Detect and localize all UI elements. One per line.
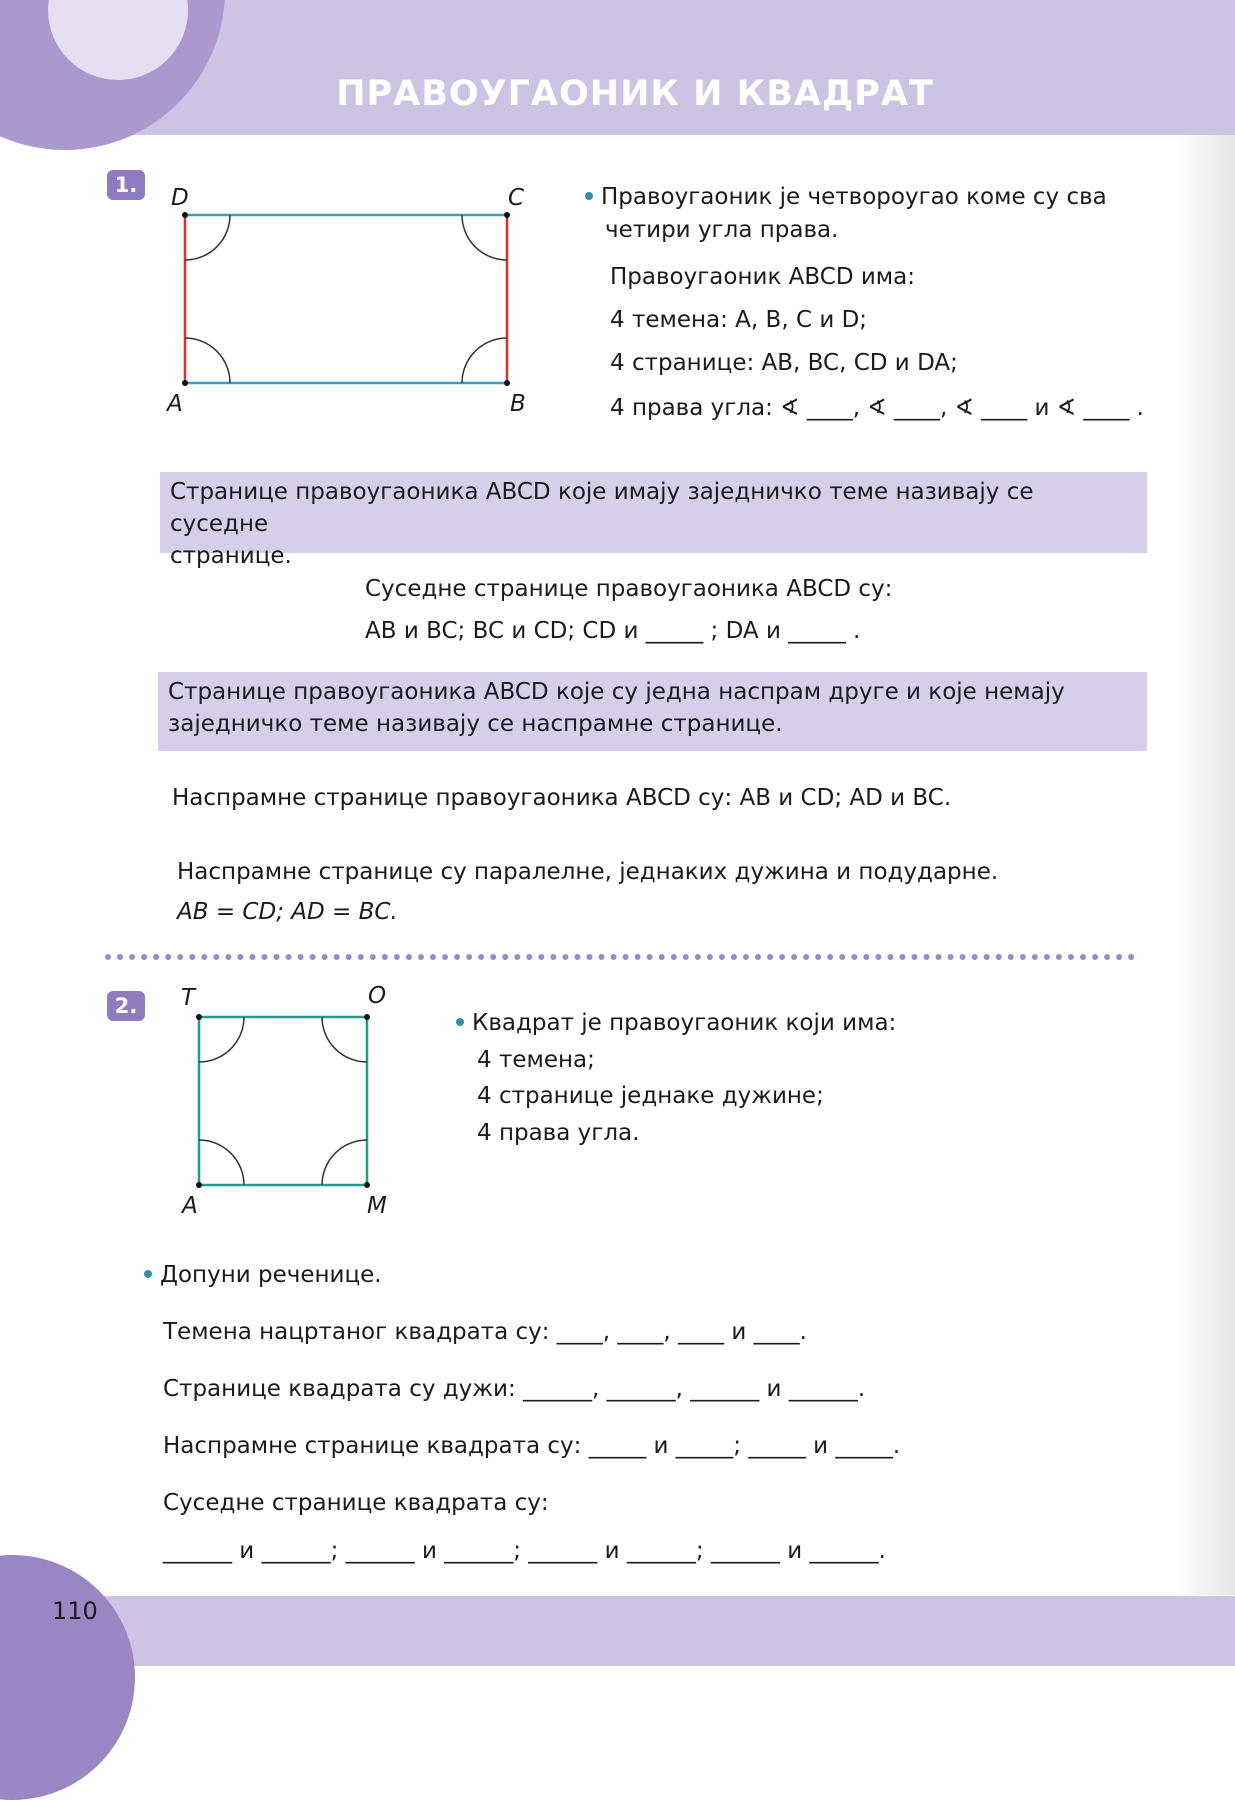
square-sides [199,1017,367,1185]
angle-arc-d [185,215,230,260]
equality-line: AB = CD; AD = BC. [177,899,398,925]
vertex-label-m: M [367,1193,387,1219]
angle-arc-b [462,338,507,383]
exercise-badge-1: 1. [107,170,145,200]
footer-corner-decoration [0,1555,135,1800]
rectangle-definition-cont: четири угла права. [605,217,839,243]
opposite-definition-line2: заједничко теме називају се наспрамне странице. [168,711,783,737]
vertex-t [196,1014,202,1020]
vertex-label-c: C [508,185,525,211]
question-sides: Странице квадрата су дужи: ______, ______, ______ и ______. [163,1376,866,1402]
vertices-line: 4 темена: A, B, C и D; [610,307,868,333]
question-adjacent-sides: Суседне странице квадрата су: [163,1490,549,1516]
task-instruction: Допуни реченице. [144,1259,382,1291]
adjacent-definition-line1: Странице правоугаоника ABCD које имају заједничко теме називају се суседне [170,479,1034,537]
square-definition: Квадрат је правоугаоник који има: [456,1007,896,1039]
angle-arc-a2 [199,1140,244,1185]
bullet-icon [585,192,593,200]
vertex-a2 [196,1182,202,1188]
adjacent-definition-line2: странице. [170,543,292,569]
vertex-o [364,1014,370,1020]
adjacent-pairs: AB и BC; BC и CD; CD и _____ ; DA и _____ . [365,618,861,644]
opposite-sides-definition-box [158,672,1147,751]
vertex-label-t: T [181,985,196,1011]
square-def-vertices: 4 темена; [477,1047,595,1073]
page-title: ПРАВОУГАОНИК И КВАДРАТ [336,74,934,114]
square-def-sides: 4 странице једнаке дужине; [477,1083,824,1109]
vertex-label-o: O [368,983,387,1009]
angles-fill-line: 4 права угла: ∢ ____, ∢ ____, ∢ ____ и ∢ ____ . [610,395,1144,421]
question-opposite-sides: Наспрамне странице квадрата су: _____ и _____; _____ и _____. [163,1433,901,1459]
angle-arc-o [322,1017,367,1062]
vertex-m [364,1182,370,1188]
angle-arc-m [322,1140,367,1185]
rectangle-figure [150,175,550,430]
vertex-label-b: B [510,391,526,417]
vertex-label-a: A [167,391,183,417]
square-def-angles: 4 права угла. [477,1120,640,1146]
properties-line: Наспрамне странице су паралелне, једнаких дужина и подударне. [177,859,999,885]
section-divider [105,954,1135,960]
adjacent-sides-definition-box [160,472,1147,569]
page-number: 110 [52,1597,98,1625]
page-edge-shade [1175,135,1235,1595]
footer-band [0,1596,1235,1666]
angle-arc-c [462,215,507,260]
bullet-icon [144,1270,152,1278]
square-figure [180,1000,380,1200]
vertex-label-d: D [171,185,189,211]
question-adjacent-blanks: ______ и ______; ______ и ______; ______ и ______; ______ и ______. [163,1538,886,1564]
exercise-badge-2: 2. [107,991,145,1021]
vertex-a [182,380,188,386]
vertex-b [504,380,510,386]
vertex-label-a-square: A [182,1193,198,1219]
angle-arc-a [185,338,230,383]
opposite-sides-line: Наспрамне странице правоугаоника ABCD су: AB и CD; AD и BC. [172,785,952,811]
bullet-icon [456,1018,464,1026]
sides-line: 4 странице: AB, BC, CD и DA; [610,350,958,376]
rectangle-definition: Правоугаоник је четвороугао коме су сва [585,181,1107,213]
opposite-definition-line1: Странице правоугаоника ABCD које су једна наспрам друге и које немају [168,679,1065,705]
adjacent-intro: Суседне странице правоугаоника ABCD су: [365,576,893,602]
rectangle-has-line: Правоугаоник ABCD има: [610,264,915,290]
angle-arc-t [199,1017,244,1062]
question-vertices: Темена нацртаног квадрата су: ____, ____, ____ и ____. [163,1319,807,1345]
